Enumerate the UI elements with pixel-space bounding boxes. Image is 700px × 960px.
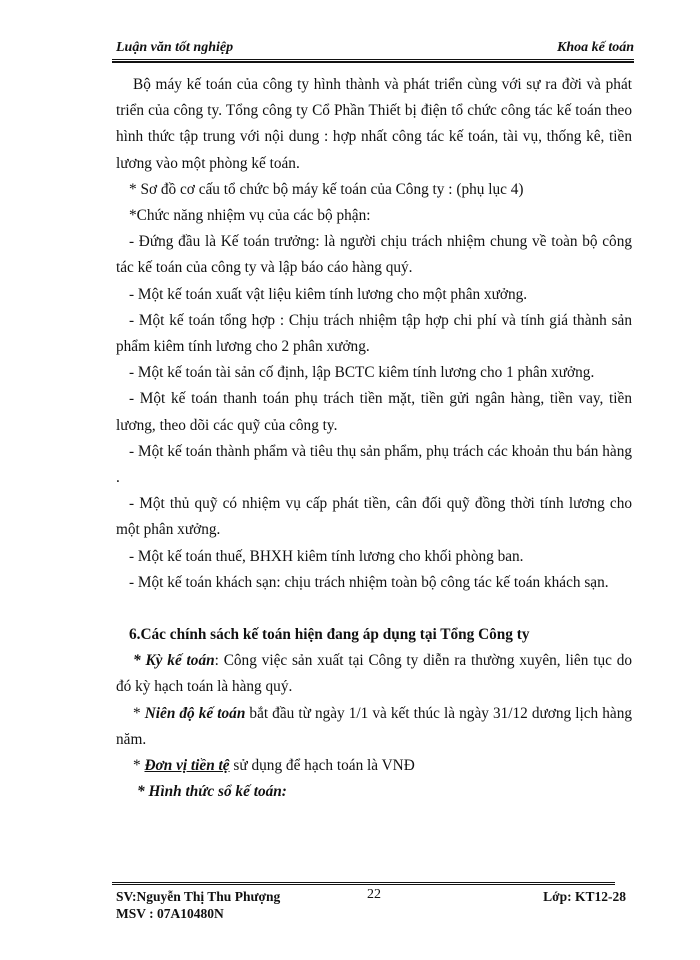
policy-item: * Đơn vị tiền tệ sử dụng để hạch toán là VNĐ	[133, 757, 415, 775]
policy-term: Hình thức sổ kế toán	[148, 783, 282, 801]
header-rule	[112, 59, 634, 60]
student-id: MSV : 07A10480N	[116, 906, 224, 921]
paragraph: - Một thủ quỹ có nhiệm vụ cấp phát tiền, cân đối quỹ đồng thời tính lương cho một phân xưởng.	[116, 495, 632, 539]
spacer	[116, 596, 632, 622]
policy-item: * Niên độ kế toán bắt đầu từ ngày 1/1 và kết thúc là ngày 31/12 dương lịch hàng năm.	[116, 704, 633, 748]
thesis-title: Luận văn tốt nghiệp	[116, 40, 234, 55]
paragraph: - Một kế toán thành phẩm và tiêu thụ sản phẩm, phụ trách các khoản thu bán hàng .	[116, 442, 632, 487]
policy-term: Niên độ kế toán	[144, 704, 246, 722]
faculty-name: Khoa kế toán	[556, 40, 634, 55]
paragraph: *Chức năng nhiệm vụ của các bộ phận:	[129, 207, 371, 225]
paragraph: - Đứng đầu là Kế toán trưởng: là người chịu trách nhiệm chung về toàn bộ công tác kế toán của công ty và lập báo cáo hàng quý.	[116, 233, 632, 277]
page-body	[116, 72, 632, 805]
class-code: Lớp: KT12-28	[543, 889, 626, 904]
footer-rule	[112, 882, 615, 883]
section-heading: 6.Các chính sách kế toán hiện đang áp dụng tại Tổng Công ty	[129, 626, 530, 644]
page-number: 22	[367, 887, 381, 902]
header-rule-thick	[112, 61, 634, 63]
paragraph: - Một kế toán tổng hợp : Chịu trách nhiệm tập hợp chi phí và tính giá thành sản phẩm kiêm tính lương cho 2 phân xưởng.	[116, 311, 632, 356]
paragraph: Bộ máy kế toán của công ty hình thành và phát triển cùng với sự ra đời và phát triển của công ty. Tổng công ty Cổ Phần Thiết bị điện tổ chức công tác kế toán theo hình thức tập trung với nội dung : hợp nhất công tác kế toán, tài vụ, thống kê, tiền lương vào một phòng kế toán.	[116, 76, 632, 172]
policy-term: Đơn vị tiền tệ	[144, 757, 230, 775]
policy-item: * Kỳ kế toán: Công việc sản xuất tại Công ty diễn ra thường xuyên, liên tục do đó kỳ hạch toán là hàng quý.	[116, 652, 633, 696]
policy-item: * Hình thức sổ kế toán:	[137, 783, 287, 801]
footer-rule-2	[112, 884, 615, 885]
student-name: SV:Nguyễn Thị Thu Phượng	[116, 889, 281, 904]
paragraph: - Một kế toán tài sản cố định, lập BCTC kiêm tính lương cho 1 phân xưởng.	[129, 364, 595, 382]
policy-term: Kỳ kế toán	[145, 652, 215, 670]
paragraph: - Một kế toán thanh toán phụ trách tiền mặt, tiền gửi ngân hàng, tiền vay, tiền lương, theo dõi các quỹ của công ty.	[116, 390, 632, 434]
paragraph: - Một kế toán xuất vật liệu kiêm tính lương cho một phân xưởng.	[129, 285, 528, 303]
paragraph: - Một kế toán khách sạn: chịu trách nhiệm toàn bộ công tác kế toán khách sạn.	[129, 573, 609, 591]
paragraph: - Một kế toán thuế, BHXH kiêm tính lương cho khối phòng ban.	[129, 547, 524, 565]
paragraph: * Sơ đồ cơ cấu tổ chức bộ máy kế toán của Công ty : (phụ lục 4)	[129, 180, 524, 198]
